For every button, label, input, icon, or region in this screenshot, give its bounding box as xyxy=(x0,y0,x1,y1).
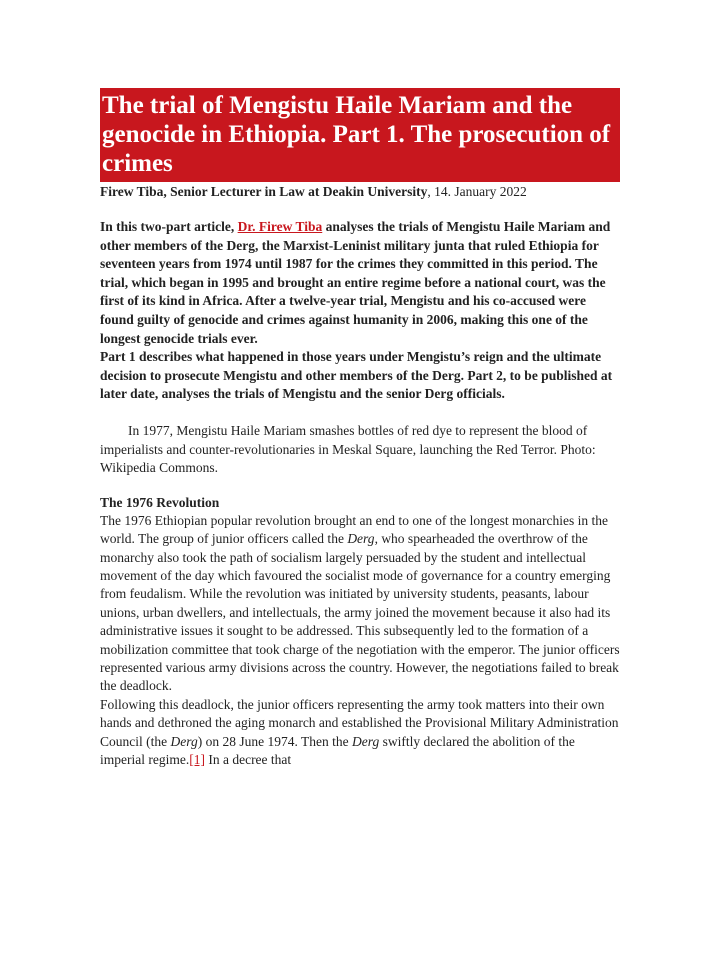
body-text: In a decree that xyxy=(204,752,292,767)
derg-term: Derg xyxy=(170,733,198,749)
body-text: swiftly declared the abolition of the imperial regime. xyxy=(100,733,575,767)
body-text: The 1976 Ethiopian popular revolution brought an end to one of the longest monarchies in the world. The group of junior officers called the xyxy=(100,512,609,547)
article-title: The trial of Mengistu Haile Mariam and the genocide in Ethiopia. Part 1. The prosecution of crimes xyxy=(100,88,620,182)
byline-date: , 14. January 2022 xyxy=(427,184,527,199)
photo-caption: In 1977, Mengistu Haile Mariam smashes bottles of red dye to represent the blood of imperialists and counter-revolutionaries in Meskal Square, launching the Red Terror. Photo: Wikipedia Commons. xyxy=(100,422,596,476)
section-heading: The 1976 Revolution xyxy=(100,494,220,510)
body-text: , who spearheaded the overthrow of the monarchy also took the path of socialism largely persuaded by the student and intellectual movement of the day which favoured the socialist mode of governance for a country emerging from feudalism. While the revolution was initiated by university students, peasants, labour unions, urban dwellers, and intellectuals, the army joined the movement because it also had its administrative issues it sought to be addressed. This subsequently led to the formation of a mobilization committee that took charge of the negotiation with the emperor. The junior officers represented various army divisions across the country. However, the negotiations failed to break the deadlock. xyxy=(100,531,620,694)
author-link[interactable]: Dr. Firew Tiba xyxy=(237,219,323,234)
article xyxy=(100,88,620,769)
body-text: Following this deadlock, the junior officers representing the army took matters into their own hands and dethroned the aging monarch and established the Provisional Military Administration Council (the xyxy=(100,696,619,749)
derg-term: Derg xyxy=(351,733,380,749)
body-text: ) on 28 June 1974. Then the xyxy=(197,733,352,749)
derg-term: Derg xyxy=(347,531,375,547)
byline-author: Firew Tiba, Senior Lecturer in Law at Deakin University xyxy=(100,184,428,199)
intro-text: analyses the trials of Mengistu Haile Mariam and other members of the Derg, the Marxist-Leninist military junta that ruled Ethiopia for seventeen years from 1974 until 1987 for the crimes they committed in this period. The trial, which began in 1995 and brought an entire regime before a national court, was the first of its kind in Africa. After a twelve-year trial, Mengistu and his co-accused were found guilty of genocide and crimes against humanity in 2006, making this one of the longest genocide trials ever. xyxy=(100,219,611,346)
body-paragraph-1 xyxy=(100,512,620,696)
footnote-link[interactable]: [1] xyxy=(189,752,205,767)
intro-text: In this two-part article, xyxy=(100,219,238,234)
byline xyxy=(100,183,620,200)
article-body xyxy=(100,512,620,770)
intro-paragraph-2: Part 1 describes what happened in those years under Mengistu’s reign and the ultimate decision to prosecute Mengistu and other members of the Derg. Part 2, to be published at later date, analyses the trials of Mengistu and the senior Derg officials. xyxy=(100,349,613,402)
intro-paragraph-1 xyxy=(100,218,620,348)
article-intro xyxy=(100,218,620,404)
body-paragraph-2 xyxy=(100,696,620,770)
